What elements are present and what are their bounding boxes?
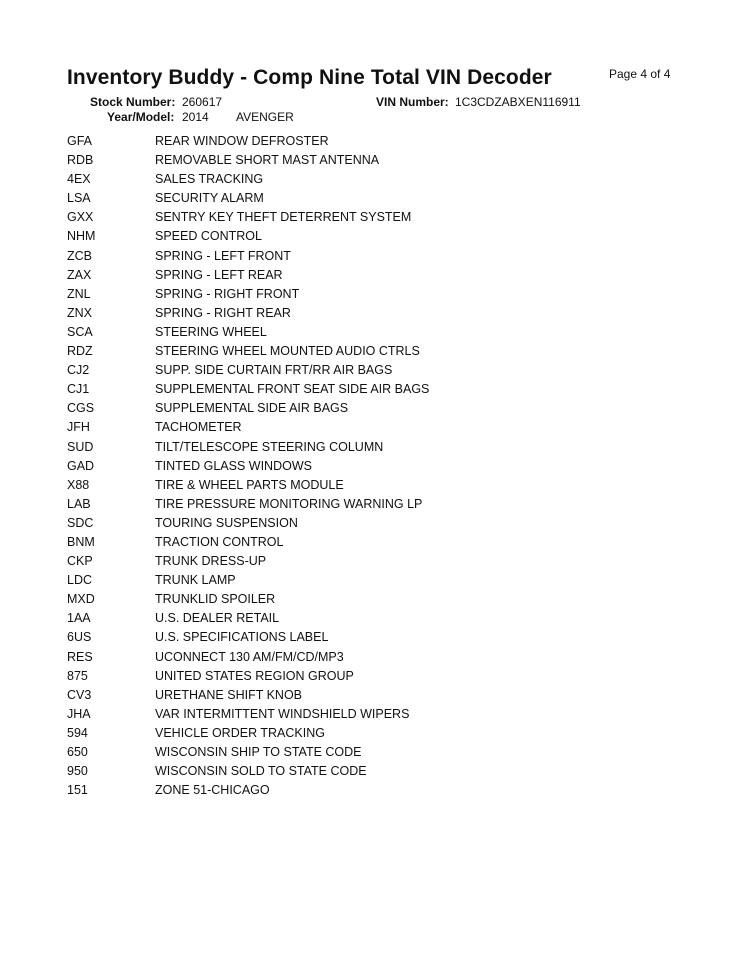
option-row [67, 590, 687, 609]
option-code: GXX [67, 210, 94, 225]
option-code: BNM [67, 534, 95, 549]
vin-number-value: 1C3CDZABXEN116911 [455, 95, 581, 109]
option-row [67, 609, 687, 628]
option-row [67, 266, 687, 285]
option-description: REAR WINDOW DEFROSTER [155, 134, 329, 148]
option-description: SUPPLEMENTAL SIDE AIR BAGS [155, 401, 349, 416]
option-code: 4EX [67, 172, 91, 187]
option-code: ZCB [67, 248, 92, 263]
option-description: WISCONSIN SOLD TO STATE CODE [155, 764, 367, 779]
option-code: LDC [67, 573, 93, 588]
option-description: U.S. DEALER RETAIL [155, 611, 280, 626]
option-description: TRUNKLID SPOILER [155, 592, 276, 607]
option-description: VAR INTERMITTENT WINDSHIELD WIPERS [155, 706, 410, 721]
option-code: CV3 [67, 687, 92, 702]
option-description: TILT/TELESCOPE STEERING COLUMN [155, 439, 384, 454]
option-code: GAD [67, 458, 95, 473]
option-code: SUD [67, 439, 94, 454]
option-row [67, 743, 687, 762]
option-row [67, 170, 687, 189]
option-code: JFH [67, 420, 90, 435]
option-code: MXD [67, 592, 95, 607]
stock-number [90, 95, 223, 109]
option-row [67, 457, 687, 476]
option-code: RES [67, 649, 93, 664]
option-row [67, 705, 687, 724]
option-code: ZNL [67, 286, 91, 301]
document-title: Inventory Buddy - Comp Nine Total VIN Decoder [67, 66, 552, 89]
option-row [67, 514, 687, 533]
option-row [67, 399, 687, 418]
stock-number-value: 260617 [182, 95, 223, 109]
option-description: TRACTION CONTROL [155, 534, 284, 549]
stock-number-label: Stock Number: [90, 95, 176, 109]
option-row [67, 686, 687, 705]
year-value: 2014 [182, 110, 209, 124]
vin-number-label: VIN Number: [376, 95, 449, 109]
option-row [67, 571, 687, 590]
option-row [67, 342, 687, 361]
option-row [67, 438, 687, 457]
option-row [67, 380, 687, 399]
option-code: LAB [67, 496, 91, 511]
option-code: 6US [67, 630, 92, 645]
option-row [67, 781, 687, 800]
option-description: URETHANE SHIFT KNOB [155, 687, 303, 702]
option-code: ZNX [67, 305, 92, 320]
option-description: SPRING - LEFT REAR [155, 267, 283, 282]
option-row [67, 227, 687, 246]
option-description: UCONNECT 130 AM/FM/CD/MP3 [155, 649, 344, 664]
option-row [67, 724, 687, 743]
option-code: 875 [67, 668, 88, 683]
option-code: 650 [67, 745, 88, 759]
option-description: TIRE & WHEEL PARTS MODULE [155, 477, 344, 492]
option-row [67, 495, 687, 514]
option-description: SPRING - RIGHT FRONT [155, 286, 300, 301]
option-code: RDB [67, 153, 94, 168]
option-row [67, 208, 687, 227]
option-row [67, 361, 687, 380]
vin-number [376, 95, 581, 109]
option-code: NHM [67, 229, 96, 244]
year-model-label: Year/Model: [107, 110, 175, 124]
option-row [67, 648, 687, 667]
option-row [67, 667, 687, 686]
option-description: STEERING WHEEL [155, 324, 267, 339]
option-row [67, 476, 687, 495]
option-description: VEHICLE ORDER TRACKING [155, 725, 325, 740]
option-row [67, 304, 687, 323]
option-row [67, 132, 687, 151]
option-code: LSA [67, 191, 91, 206]
model-value: AVENGER [236, 110, 294, 124]
option-row [67, 628, 687, 647]
option-description: TOURING SUSPENSION [155, 515, 298, 530]
option-description: SENTRY KEY THEFT DETERRENT SYSTEM [155, 210, 412, 225]
option-description: U.S. SPECIFICATIONS LABEL [155, 630, 329, 645]
option-code: 594 [67, 725, 88, 740]
option-code: GFA [67, 134, 93, 148]
option-description: SPEED CONTROL [155, 229, 262, 244]
option-description: SUPP. SIDE CURTAIN FRT/RR AIR BAGS [155, 363, 393, 378]
option-row [67, 552, 687, 571]
option-description: SPRING - LEFT FRONT [155, 248, 291, 263]
option-row [67, 533, 687, 552]
option-row [67, 189, 687, 208]
option-code: CKP [67, 554, 93, 569]
year-model [107, 110, 294, 124]
option-code: 151 [67, 783, 88, 798]
option-code: CJ1 [67, 382, 90, 397]
option-row [67, 418, 687, 437]
option-description: UNITED STATES REGION GROUP [155, 668, 354, 683]
option-row [67, 285, 687, 304]
option-description: TRUNK LAMP [155, 573, 236, 588]
option-row [67, 323, 687, 342]
option-code: CGS [67, 401, 95, 416]
option-code: 1AA [67, 611, 91, 626]
option-code: JHA [67, 706, 91, 721]
option-code: 950 [67, 764, 88, 779]
option-description: SUPPLEMENTAL FRONT SEAT SIDE AIR BAGS [155, 382, 430, 397]
page-number: Page 4 of 4 [609, 67, 671, 81]
option-description: SPRING - RIGHT REAR [155, 305, 291, 320]
option-description: WISCONSIN SHIP TO STATE CODE [155, 745, 362, 759]
option-description: SALES TRACKING [155, 172, 264, 187]
option-description: TINTED GLASS WINDOWS [155, 458, 312, 473]
option-description: TIRE PRESSURE MONITORING WARNING LP [155, 496, 423, 511]
option-code: CJ2 [67, 363, 90, 378]
option-code: ZAX [67, 267, 92, 282]
option-description: TACHOMETER [155, 420, 242, 435]
option-description: SECURITY ALARM [155, 191, 264, 206]
option-description: TRUNK DRESS-UP [155, 554, 267, 569]
option-code-list [67, 132, 687, 800]
option-description: ZONE 51-CHICAGO [155, 783, 270, 798]
option-description: STEERING WHEEL MOUNTED AUDIO CTRLS [155, 344, 420, 359]
option-code: SCA [67, 324, 93, 339]
option-description: REMOVABLE SHORT MAST ANTENNA [155, 153, 380, 168]
option-row [67, 151, 687, 170]
option-code: SDC [67, 515, 94, 530]
option-code: RDZ [67, 344, 93, 359]
option-code: X88 [67, 477, 90, 492]
option-row [67, 247, 687, 266]
option-row [67, 762, 687, 781]
